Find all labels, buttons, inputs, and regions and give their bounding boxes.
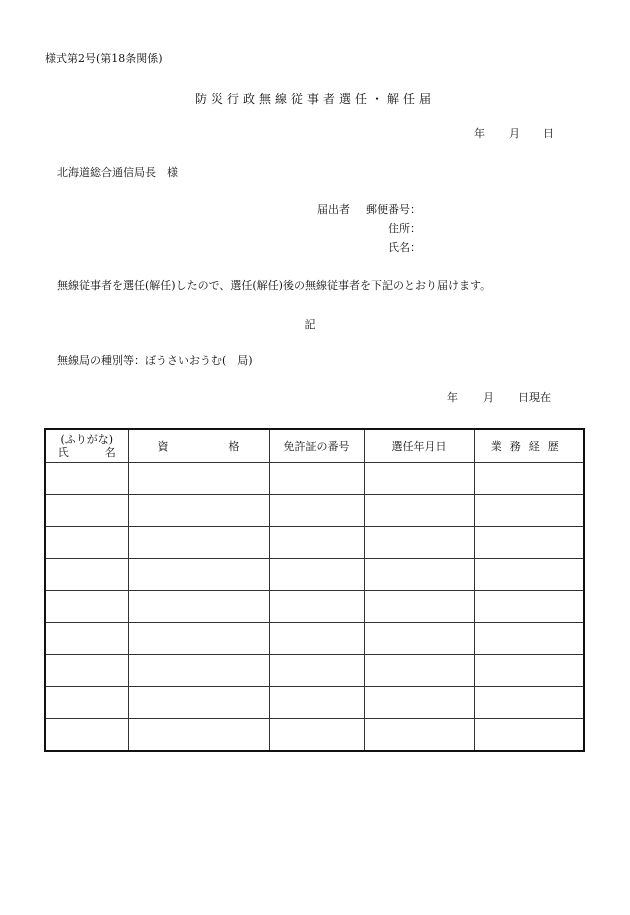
table-row: [45, 591, 584, 623]
license-number-cell[interactable]: [269, 623, 364, 655]
qualification-cell[interactable]: [128, 527, 269, 559]
name-cell[interactable]: [45, 527, 128, 559]
table-row: [45, 495, 584, 527]
career-cell[interactable]: [474, 559, 584, 591]
career-cell[interactable]: [474, 623, 584, 655]
col-header-qualification-a: 資: [157, 439, 169, 453]
date-month-label: 月: [509, 127, 520, 140]
asof-month-label: 月: [483, 391, 494, 404]
table-row: [45, 623, 584, 655]
col-header-name-b: 名: [104, 446, 116, 459]
notifier-label: 届出者: [317, 203, 350, 216]
postal-code-label: 郵便番号：: [366, 203, 421, 216]
qualification-cell[interactable]: [128, 655, 269, 687]
career-cell[interactable]: [474, 719, 584, 752]
address-label: 住所：: [388, 222, 421, 235]
qualification-cell[interactable]: [128, 495, 269, 527]
qualification-cell[interactable]: [128, 623, 269, 655]
name-cell[interactable]: [45, 559, 128, 591]
career-cell[interactable]: [474, 655, 584, 687]
name-cell[interactable]: [45, 655, 128, 687]
appointment-date-cell[interactable]: [364, 463, 474, 495]
appointment-date-cell[interactable]: [364, 719, 474, 752]
col-header-name-a: 氏: [57, 446, 69, 459]
appointment-date-cell[interactable]: [364, 655, 474, 687]
table-row: [45, 687, 584, 719]
col-header-name-label: [46, 446, 128, 459]
name-cell[interactable]: [45, 463, 128, 495]
appointment-date-cell[interactable]: [364, 591, 474, 623]
qualification-cell[interactable]: [128, 559, 269, 591]
qualification-cell[interactable]: [128, 591, 269, 623]
date-year-label: 年: [474, 127, 485, 140]
license-number-cell[interactable]: [269, 687, 364, 719]
license-number-cell[interactable]: [269, 463, 364, 495]
form-title: 防災行政無線従事者選任・解任届: [194, 92, 435, 106]
name-label: 氏名：: [388, 241, 421, 254]
career-cell[interactable]: [474, 591, 584, 623]
col-header-appointment-date: 選任年月日: [364, 429, 474, 463]
asof-day-label: 日現在: [518, 391, 551, 404]
career-cell[interactable]: [474, 463, 584, 495]
qualification-cell[interactable]: [128, 687, 269, 719]
appointment-date-cell[interactable]: [364, 527, 474, 559]
station-type-line: 無線局の種別等：ぼうさいおうむ( 局): [57, 354, 253, 367]
operator-roster-table: [44, 428, 585, 752]
career-cell[interactable]: [474, 527, 584, 559]
appointment-date-cell[interactable]: [364, 687, 474, 719]
appointment-date-cell[interactable]: [364, 623, 474, 655]
license-number-cell[interactable]: [269, 719, 364, 752]
roster-body: [45, 463, 584, 752]
name-cell[interactable]: [45, 719, 128, 752]
license-number-cell[interactable]: [269, 527, 364, 559]
name-cell[interactable]: [45, 591, 128, 623]
appointment-date-cell[interactable]: [364, 559, 474, 591]
table-row: [45, 559, 584, 591]
col-header-career: 業務経歴: [474, 429, 584, 463]
license-number-cell[interactable]: [269, 655, 364, 687]
form-number: 様式第2号(第18条関係): [45, 52, 163, 65]
table-row: [45, 527, 584, 559]
col-header-qualification-b: 格: [228, 439, 240, 453]
addressee: 北海道総合通信局長 様: [57, 166, 178, 179]
table-header-row: [45, 429, 584, 463]
appointment-date-cell[interactable]: [364, 495, 474, 527]
name-cell[interactable]: [45, 687, 128, 719]
table-row: [45, 719, 584, 752]
col-header-qualification: [128, 429, 269, 463]
table-row: [45, 655, 584, 687]
col-header-name: [45, 429, 128, 463]
qualification-cell[interactable]: [128, 719, 269, 752]
career-cell[interactable]: [474, 495, 584, 527]
license-number-cell[interactable]: [269, 559, 364, 591]
notification-statement: 無線従事者を選任(解任)したので、選任(解任)後の無線従事者を下記のとおり届けます。: [57, 279, 492, 292]
ki-heading: 記: [304, 318, 316, 331]
name-cell[interactable]: [45, 495, 128, 527]
date-day-label: 日: [543, 127, 554, 140]
table-row: [45, 463, 584, 495]
career-cell[interactable]: [474, 687, 584, 719]
asof-year-label: 年: [447, 391, 458, 404]
qualification-cell[interactable]: [128, 463, 269, 495]
col-header-license-number: 免許証の番号: [269, 429, 364, 463]
name-cell[interactable]: [45, 623, 128, 655]
license-number-cell[interactable]: [269, 495, 364, 527]
col-header-furigana: (ふりがな): [60, 433, 114, 446]
license-number-cell[interactable]: [269, 591, 364, 623]
